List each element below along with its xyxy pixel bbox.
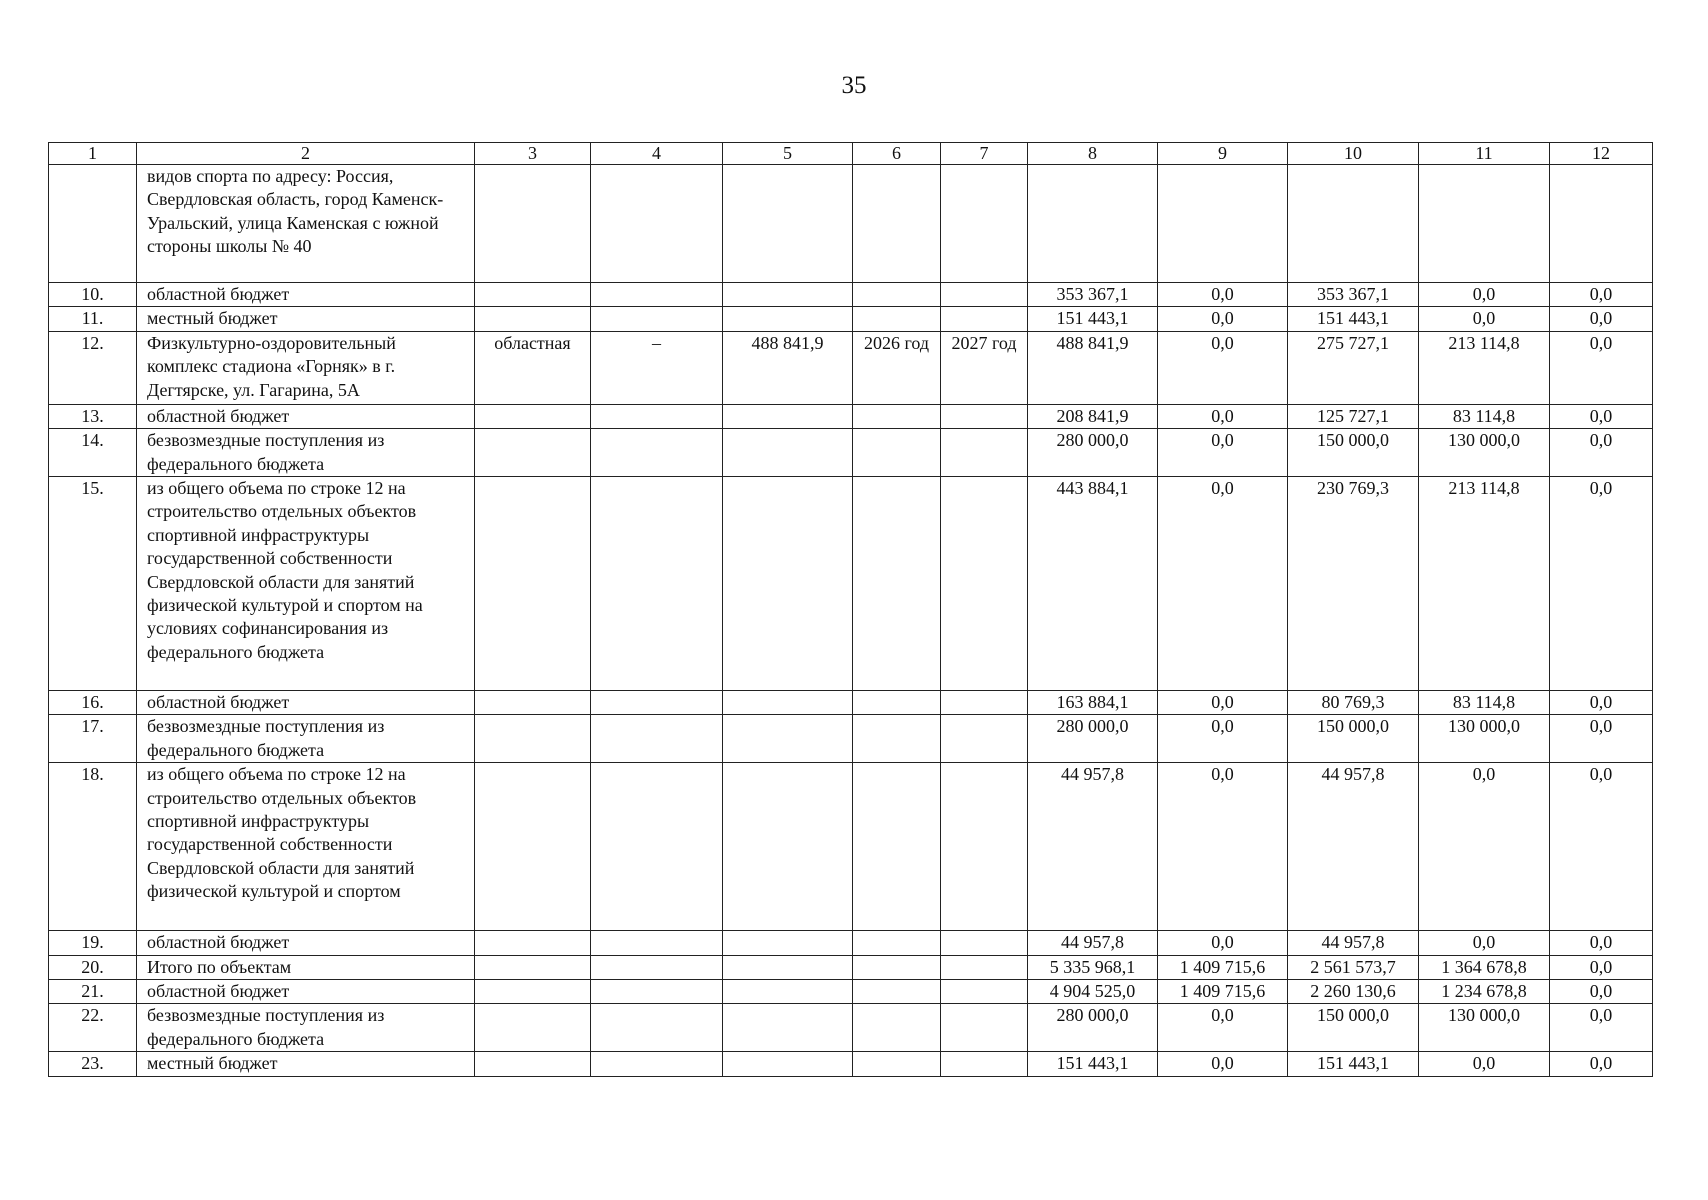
- col3-cell: [475, 691, 591, 715]
- col11-cell: 0,0: [1419, 763, 1550, 931]
- col12-cell: 0,0: [1550, 307, 1653, 331]
- table-row: [49, 931, 1653, 955]
- col11-cell: 0,0: [1419, 283, 1550, 307]
- col11-cell: 1 364 678,8: [1419, 955, 1550, 979]
- col4-cell: [591, 1052, 723, 1076]
- row-name: местный бюджет: [137, 1052, 475, 1076]
- col10-cell: 125 727,1: [1288, 404, 1419, 428]
- col4-cell: [591, 165, 723, 283]
- col6-cell: [853, 715, 941, 763]
- col9-cell: 0,0: [1158, 429, 1288, 477]
- row-name: областной бюджет: [137, 404, 475, 428]
- col6-cell: [853, 404, 941, 428]
- table-row: [49, 763, 1653, 931]
- col4-cell: [591, 307, 723, 331]
- col7-cell: [941, 1004, 1028, 1052]
- col9-cell: 0,0: [1158, 763, 1288, 931]
- table-row: [49, 165, 1653, 283]
- column-header: 5: [723, 143, 853, 165]
- col3-cell: [475, 1004, 591, 1052]
- col3-cell: [475, 1052, 591, 1076]
- row-name: областной бюджет: [137, 931, 475, 955]
- row-name: местный бюджет: [137, 307, 475, 331]
- col9-cell: 0,0: [1158, 307, 1288, 331]
- col9-cell: 0,0: [1158, 715, 1288, 763]
- col10-cell: 2 260 130,6: [1288, 980, 1419, 1004]
- col8-cell: 353 367,1: [1028, 283, 1158, 307]
- row-number: 16.: [49, 691, 137, 715]
- col11-cell: 130 000,0: [1419, 1004, 1550, 1052]
- column-header: 8: [1028, 143, 1158, 165]
- col3-cell: [475, 931, 591, 955]
- col3-cell: [475, 307, 591, 331]
- col9-cell: 0,0: [1158, 1052, 1288, 1076]
- col9-cell: 0,0: [1158, 283, 1288, 307]
- col8-cell: 443 884,1: [1028, 477, 1158, 691]
- col3-cell: [475, 763, 591, 931]
- col10-cell: 150 000,0: [1288, 715, 1419, 763]
- col10-cell: 151 443,1: [1288, 1052, 1419, 1076]
- col6-cell: [853, 955, 941, 979]
- row-name: из общего объема по строке 12 на строительство отдельных объектов спортивной инфраструктуры государственной собственности Свердловской области для занятий физической культурой и спортом: [137, 763, 475, 931]
- col8-cell: 208 841,9: [1028, 404, 1158, 428]
- col12-cell: 0,0: [1550, 477, 1653, 691]
- table-row: [49, 331, 1653, 404]
- column-header: 3: [475, 143, 591, 165]
- col6-cell: [853, 980, 941, 1004]
- col6-cell: [853, 429, 941, 477]
- row-number: 22.: [49, 1004, 137, 1052]
- column-header: 4: [591, 143, 723, 165]
- table-row: [49, 1052, 1653, 1076]
- table-row: [49, 980, 1653, 1004]
- col9-cell: 1 409 715,6: [1158, 955, 1288, 979]
- col6-cell: [853, 307, 941, 331]
- col12-cell: 0,0: [1550, 763, 1653, 931]
- col4-cell: [591, 1004, 723, 1052]
- col8-cell: 4 904 525,0: [1028, 980, 1158, 1004]
- column-header: 10: [1288, 143, 1419, 165]
- col3-cell: [475, 715, 591, 763]
- row-number: [49, 165, 137, 283]
- table-row: [49, 429, 1653, 477]
- col4-cell: –: [591, 331, 723, 404]
- col5-cell: [723, 763, 853, 931]
- col4-cell: [591, 980, 723, 1004]
- row-number: 17.: [49, 715, 137, 763]
- budget-table: [48, 142, 1653, 1077]
- col5-cell: [723, 1052, 853, 1076]
- col7-cell: [941, 691, 1028, 715]
- col12-cell: 0,0: [1550, 404, 1653, 428]
- col9-cell: 0,0: [1158, 1004, 1288, 1052]
- col10-cell: 150 000,0: [1288, 1004, 1419, 1052]
- col11-cell: 130 000,0: [1419, 715, 1550, 763]
- col4-cell: [591, 691, 723, 715]
- col12-cell: 0,0: [1550, 955, 1653, 979]
- col6-cell: [853, 1052, 941, 1076]
- col6-cell: 2026 год: [853, 331, 941, 404]
- col5-cell: [723, 477, 853, 691]
- table-row: [49, 283, 1653, 307]
- row-number: 13.: [49, 404, 137, 428]
- col7-cell: [941, 763, 1028, 931]
- col10-cell: 151 443,1: [1288, 307, 1419, 331]
- row-number: 19.: [49, 931, 137, 955]
- row-name: из общего объема по строке 12 на строительство отдельных объектов спортивной инфраструктуры государственной собственности Свердловской области для занятий физической культурой и спортом на условиях софинансирования из федерального бюджета: [137, 477, 475, 691]
- col8-cell: 488 841,9: [1028, 331, 1158, 404]
- col11-cell: 0,0: [1419, 931, 1550, 955]
- col3-cell: [475, 429, 591, 477]
- table-row: [49, 955, 1653, 979]
- col4-cell: [591, 404, 723, 428]
- col10-cell: 44 957,8: [1288, 763, 1419, 931]
- col10-cell: [1288, 165, 1419, 283]
- col12-cell: 0,0: [1550, 715, 1653, 763]
- col4-cell: [591, 429, 723, 477]
- col5-cell: [723, 691, 853, 715]
- col11-cell: [1419, 165, 1550, 283]
- col5-cell: [723, 931, 853, 955]
- col3-cell: [475, 955, 591, 979]
- col9-cell: 0,0: [1158, 931, 1288, 955]
- col4-cell: [591, 763, 723, 931]
- col6-cell: [853, 165, 941, 283]
- col3-cell: [475, 980, 591, 1004]
- row-number: 11.: [49, 307, 137, 331]
- col9-cell: 0,0: [1158, 477, 1288, 691]
- table-row: [49, 307, 1653, 331]
- col3-cell: [475, 404, 591, 428]
- col6-cell: [853, 283, 941, 307]
- row-number: 23.: [49, 1052, 137, 1076]
- col10-cell: 150 000,0: [1288, 429, 1419, 477]
- col12-cell: 0,0: [1550, 931, 1653, 955]
- col12-cell: 0,0: [1550, 429, 1653, 477]
- col7-cell: [941, 404, 1028, 428]
- col10-cell: 275 727,1: [1288, 331, 1419, 404]
- col7-cell: 2027 год: [941, 331, 1028, 404]
- col11-cell: 83 114,8: [1419, 404, 1550, 428]
- col7-cell: [941, 931, 1028, 955]
- col7-cell: [941, 477, 1028, 691]
- column-header: 9: [1158, 143, 1288, 165]
- col11-cell: 213 114,8: [1419, 477, 1550, 691]
- col9-cell: 0,0: [1158, 404, 1288, 428]
- col11-cell: 130 000,0: [1419, 429, 1550, 477]
- col10-cell: 353 367,1: [1288, 283, 1419, 307]
- row-number: 18.: [49, 763, 137, 931]
- col6-cell: [853, 931, 941, 955]
- col7-cell: [941, 1052, 1028, 1076]
- row-name: областной бюджет: [137, 980, 475, 1004]
- row-name: безвозмездные поступления из федерального бюджета: [137, 715, 475, 763]
- col10-cell: 230 769,3: [1288, 477, 1419, 691]
- col3-cell: [475, 165, 591, 283]
- row-name: безвозмездные поступления из федерального бюджета: [137, 429, 475, 477]
- col6-cell: [853, 763, 941, 931]
- col6-cell: [853, 1004, 941, 1052]
- row-number: 15.: [49, 477, 137, 691]
- col5-cell: [723, 1004, 853, 1052]
- col11-cell: 0,0: [1419, 1052, 1550, 1076]
- column-header: 2: [137, 143, 475, 165]
- col5-cell: [723, 429, 853, 477]
- col7-cell: [941, 980, 1028, 1004]
- col11-cell: 83 114,8: [1419, 691, 1550, 715]
- col4-cell: [591, 283, 723, 307]
- row-number: 14.: [49, 429, 137, 477]
- row-name: безвозмездные поступления из федерального бюджета: [137, 1004, 475, 1052]
- table-body: [49, 143, 1653, 1077]
- header-row: [49, 143, 1653, 165]
- col11-cell: 213 114,8: [1419, 331, 1550, 404]
- col4-cell: [591, 477, 723, 691]
- col6-cell: [853, 477, 941, 691]
- col10-cell: 44 957,8: [1288, 931, 1419, 955]
- row-name: областной бюджет: [137, 691, 475, 715]
- col9-cell: 0,0: [1158, 691, 1288, 715]
- column-header: 7: [941, 143, 1028, 165]
- column-header: 6: [853, 143, 941, 165]
- col11-cell: 0,0: [1419, 307, 1550, 331]
- col10-cell: 2 561 573,7: [1288, 955, 1419, 979]
- col6-cell: [853, 691, 941, 715]
- col10-cell: 80 769,3: [1288, 691, 1419, 715]
- col7-cell: [941, 715, 1028, 763]
- col8-cell: 5 335 968,1: [1028, 955, 1158, 979]
- col8-cell: [1028, 165, 1158, 283]
- col8-cell: 280 000,0: [1028, 1004, 1158, 1052]
- col3-cell: [475, 283, 591, 307]
- col9-cell: 0,0: [1158, 331, 1288, 404]
- row-number: 20.: [49, 955, 137, 979]
- page-number: 35: [841, 72, 867, 99]
- col7-cell: [941, 955, 1028, 979]
- col8-cell: 44 957,8: [1028, 931, 1158, 955]
- col7-cell: [941, 283, 1028, 307]
- col12-cell: 0,0: [1550, 1004, 1653, 1052]
- col3-cell: областная: [475, 331, 591, 404]
- col4-cell: [591, 931, 723, 955]
- col12-cell: [1550, 165, 1653, 283]
- col9-cell: 1 409 715,6: [1158, 980, 1288, 1004]
- col8-cell: 280 000,0: [1028, 429, 1158, 477]
- row-name: областной бюджет: [137, 283, 475, 307]
- col5-cell: [723, 165, 853, 283]
- table-row: [49, 404, 1653, 428]
- col4-cell: [591, 955, 723, 979]
- col9-cell: [1158, 165, 1288, 283]
- col5-cell: [723, 283, 853, 307]
- row-name: Физкультурно-оздоровительный комплекс стадиона «Горняк» в г. Дегтярске, ул. Гагарина, 5А: [137, 331, 475, 404]
- table-row: [49, 477, 1653, 691]
- row-number: 12.: [49, 331, 137, 404]
- row-name: видов спорта по адресу: Россия, Свердловская область, город Каменск-Уральский, улица Каменская с южной стороны школы № 40: [137, 165, 475, 283]
- col5-cell: [723, 980, 853, 1004]
- col12-cell: 0,0: [1550, 283, 1653, 307]
- col5-cell: [723, 404, 853, 428]
- col12-cell: 0,0: [1550, 980, 1653, 1004]
- col8-cell: 280 000,0: [1028, 715, 1158, 763]
- column-header: 12: [1550, 143, 1653, 165]
- col5-cell: [723, 715, 853, 763]
- col5-cell: 488 841,9: [723, 331, 853, 404]
- col12-cell: 0,0: [1550, 691, 1653, 715]
- col5-cell: [723, 955, 853, 979]
- row-number: 10.: [49, 283, 137, 307]
- col12-cell: 0,0: [1550, 331, 1653, 404]
- col3-cell: [475, 477, 591, 691]
- column-header: 11: [1419, 143, 1550, 165]
- column-header: 1: [49, 143, 137, 165]
- row-number: 21.: [49, 980, 137, 1004]
- col12-cell: 0,0: [1550, 1052, 1653, 1076]
- table-row: [49, 715, 1653, 763]
- col5-cell: [723, 307, 853, 331]
- col8-cell: 151 443,1: [1028, 307, 1158, 331]
- col7-cell: [941, 429, 1028, 477]
- col8-cell: 163 884,1: [1028, 691, 1158, 715]
- col8-cell: 44 957,8: [1028, 763, 1158, 931]
- table-row: [49, 1004, 1653, 1052]
- col7-cell: [941, 307, 1028, 331]
- col7-cell: [941, 165, 1028, 283]
- table-row: [49, 691, 1653, 715]
- col8-cell: 151 443,1: [1028, 1052, 1158, 1076]
- col4-cell: [591, 715, 723, 763]
- col11-cell: 1 234 678,8: [1419, 980, 1550, 1004]
- row-name: Итого по объектам: [137, 955, 475, 979]
